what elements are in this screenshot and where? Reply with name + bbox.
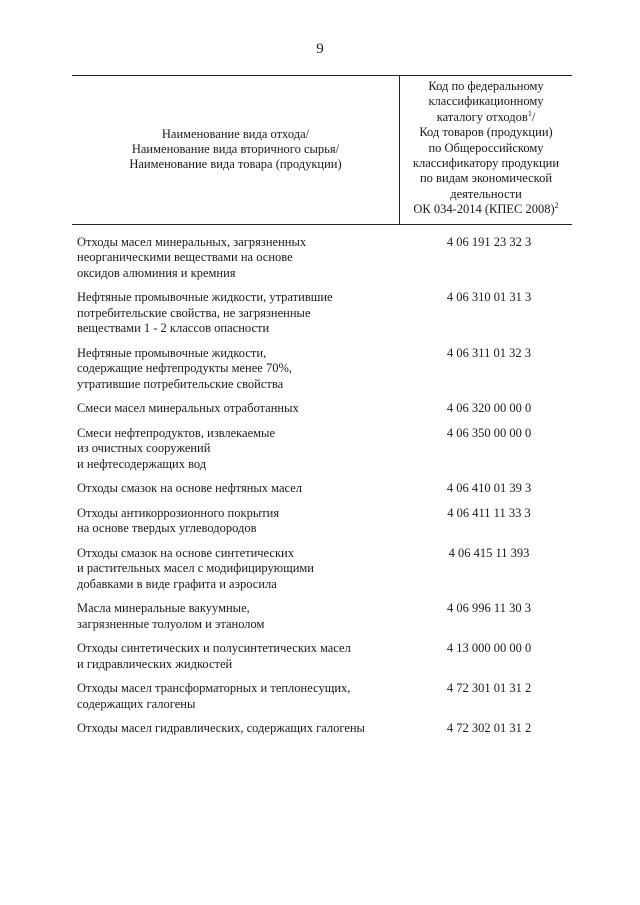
header-code-line: деятельности bbox=[450, 186, 522, 201]
header-code-line: классификационному bbox=[428, 94, 544, 109]
waste-code: 4 06 415 11 393 bbox=[448, 545, 530, 560]
table-row bbox=[72, 401, 572, 417]
footnote-2-marker: 2 bbox=[554, 201, 559, 211]
table-row bbox=[72, 290, 572, 337]
waste-name: Отходы синтетических и полусинтетических масел и гидравлических жидкостей bbox=[77, 641, 351, 671]
waste-name: Смеси нефтепродуктов, извлекаемые из очистных сооружений и нефтесодержащих вод bbox=[77, 425, 276, 471]
table-row bbox=[72, 546, 572, 593]
waste-name: Отходы масел гидравлических, содержащих галогены bbox=[77, 721, 365, 736]
header-code-line: по Общероссийскому bbox=[428, 140, 544, 155]
waste-name: Отходы масел трансформаторных и теплонесущих, содержащих галогены bbox=[77, 681, 351, 711]
table-row bbox=[72, 481, 572, 497]
waste-name: Отходы антикоррозионного покрытия на основе твердых углеводородов bbox=[77, 505, 280, 536]
header-code-line: ОК 034-2014 (КПЕС 2008)$^2$ bbox=[413, 201, 559, 217]
header-code-line: Код по федеральному bbox=[428, 79, 544, 93]
header-code-column bbox=[400, 76, 572, 224]
waste-code: 4 72 302 01 31 2 bbox=[446, 721, 532, 736]
waste-code: 4 06 191 23 32 3 bbox=[446, 234, 532, 249]
waste-name: Отходы масел минеральных, загрязненных неорганическими веществами на основе оксидов алюминия и кремния bbox=[77, 234, 307, 280]
waste-code: 4 06 310 01 31 3 bbox=[446, 290, 532, 305]
table-row bbox=[72, 346, 572, 393]
waste-code: 4 06 411 11 33 3 bbox=[447, 505, 531, 520]
waste-name: Нефтяные промывочные жидкости, содержащие нефтепродукты менее 70%, утратившие потребительские свойства bbox=[77, 345, 293, 391]
footnote-1-marker: 1 bbox=[527, 108, 532, 118]
waste-code: 4 06 350 00 00 0 bbox=[446, 425, 532, 440]
waste-name: Смеси масел минеральных отработанных bbox=[77, 401, 299, 416]
header-code-line: каталогу отходов$^1$/ bbox=[436, 108, 536, 124]
header-name-column bbox=[72, 76, 400, 224]
header-name-text: Наименование вида отхода/ Наименование вида вторичного сырья/ Наименование вида товара (продукции) bbox=[129, 127, 342, 172]
waste-code: 4 06 311 01 32 3 bbox=[447, 345, 531, 360]
waste-code: 4 06 996 11 30 3 bbox=[447, 601, 531, 616]
waste-code: 4 06 410 01 39 3 bbox=[446, 481, 532, 496]
table-row bbox=[72, 721, 572, 737]
table-row bbox=[72, 641, 572, 672]
table-body bbox=[72, 235, 572, 737]
waste-name: Отходы смазок на основе синтетических и растительных масел с модифицирующими добавками в виде графита и аэросила bbox=[77, 545, 314, 591]
header-code-line: Код товаров (продукции) bbox=[419, 125, 553, 140]
waste-code: 4 13 000 00 00 0 bbox=[446, 641, 532, 656]
header-code-line: классификатору продукции bbox=[412, 156, 560, 171]
table-row bbox=[72, 681, 572, 712]
table-row bbox=[72, 506, 572, 537]
waste-name: Нефтяные промывочные жидкости, утратившие потребительские свойства, не загрязненные веществами 1 - 2 классов опасности bbox=[77, 290, 333, 336]
table-header bbox=[72, 76, 572, 225]
waste-classification-table bbox=[72, 75, 572, 746]
table-row bbox=[72, 601, 572, 632]
table-row bbox=[72, 426, 572, 473]
waste-name: Масла минеральные вакуумные, загрязненные толуолом и этанолом bbox=[77, 601, 265, 631]
waste-name: Отходы смазок на основе нефтяных масел bbox=[77, 481, 303, 496]
header-code-line: по видам экономической bbox=[419, 171, 553, 186]
waste-code: 4 72 301 01 31 2 bbox=[446, 681, 532, 696]
table-row bbox=[72, 235, 572, 282]
waste-code: 4 06 320 00 00 0 bbox=[446, 401, 532, 416]
page-number: 9 bbox=[316, 41, 324, 57]
